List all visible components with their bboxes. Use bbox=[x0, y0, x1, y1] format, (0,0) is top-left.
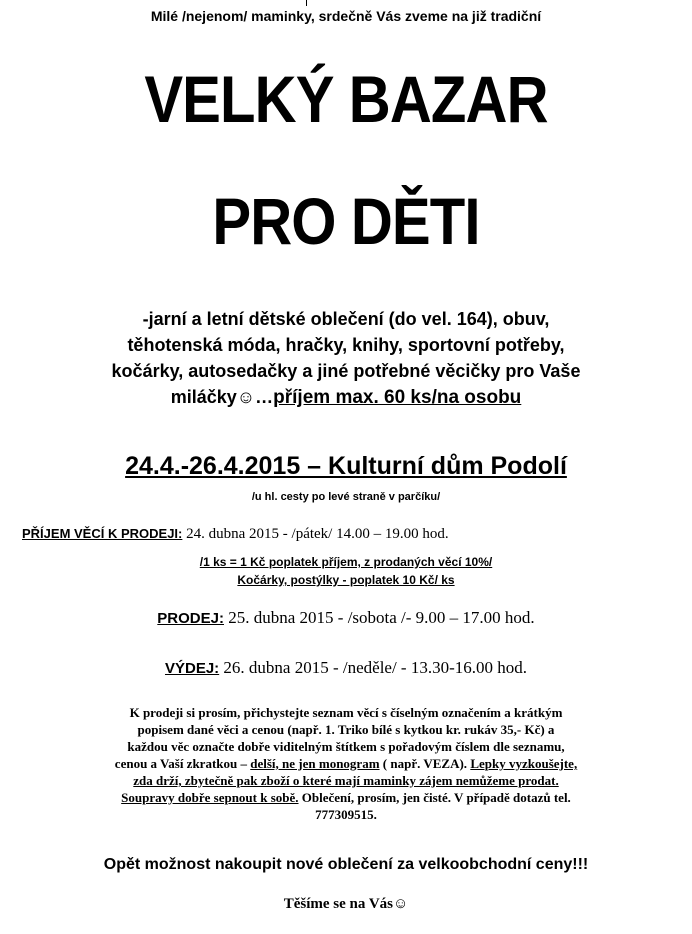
para-line bbox=[0, 789, 692, 806]
items-list bbox=[0, 306, 692, 411]
intake-limit: příjem max. 60 ks/na osobu bbox=[273, 387, 522, 408]
top-mark bbox=[306, 0, 307, 6]
location-note: /u hl. cesty po levé straně v parčíku/ bbox=[251, 491, 441, 503]
para-line: zda drží, zbytečně pak zboží o které mají maminky zájem nemůžeme prodat. bbox=[133, 773, 559, 788]
items-line: těhotenská móda, hračky, knihy, sportovní potřeby, bbox=[127, 335, 565, 355]
para-emphasis: Soupravy dobře sepnout k sobě. bbox=[121, 790, 299, 805]
para-text: ( např. VEZA). bbox=[379, 756, 471, 771]
intake-row bbox=[22, 526, 449, 543]
wholesale-note: Opět možnost nakoupit nové oblečení za velkoobchodní ceny!!! bbox=[103, 856, 589, 873]
items-line: -jarní a letní dětské oblečení (do vel. 164), obuv, bbox=[142, 309, 550, 329]
intake-label: PŘÍJEM VĚCÍ K PRODEJI: bbox=[22, 526, 183, 541]
return-time: 26. dubna 2015 - /neděle/ - 13.30-16.00 hod. bbox=[219, 658, 528, 677]
para-emphasis: delší, ne jen monogram bbox=[250, 756, 380, 771]
para-line: každou věc označte dobře viditelným štítkem s pořadovým číslem dle seznamu, bbox=[127, 739, 565, 754]
intake-time: 24. dubna 2015 - /pátek/ 14.00 – 19.00 hod. bbox=[182, 526, 449, 542]
return-label: VÝDEJ: bbox=[164, 660, 220, 677]
items-line bbox=[0, 384, 692, 411]
sale-time: 25. dubna 2015 - /sobota /- 9.00 – 17.00 hod. bbox=[223, 608, 535, 627]
fee-note-2 bbox=[0, 573, 692, 587]
instructions-paragraph bbox=[0, 704, 692, 823]
para-line: 777309515. bbox=[315, 807, 377, 822]
para-line: popisem dané věci a cenou (např. 1. Triko bílé s kytkou kr. rukáv 35,- Kč) a bbox=[137, 722, 555, 737]
intro-text: Milé /nejenom/ maminky, srdečně Vás zveme na již tradiční bbox=[150, 8, 542, 24]
date-range: 24.4.-26.4.2015 – Kulturní dům Podolí bbox=[125, 452, 567, 480]
para-line: K prodeji si prosím, přichystejte seznam věcí s číselným označením a krátkým bbox=[129, 705, 563, 720]
closing-text: Těšíme se na Vás☺ bbox=[283, 896, 409, 912]
sale-label: PRODEJ: bbox=[157, 610, 224, 627]
para-line bbox=[0, 755, 692, 772]
para-text: Oblečení, prosím, jen čisté. V případě dotazů tel. bbox=[298, 790, 571, 805]
event-date bbox=[0, 452, 692, 481]
para-emphasis: Lepky vyzkoušejte, bbox=[470, 756, 578, 771]
title-line-2: PRO DĚTI bbox=[212, 184, 480, 258]
fee-note-1-text: /1 ks = 1 Kč poplatek příjem, z prodaných věcí 10%/ bbox=[199, 555, 493, 569]
fee-note-1 bbox=[0, 555, 692, 569]
return-row bbox=[0, 658, 692, 678]
sale-row bbox=[0, 608, 692, 628]
fee-note-2-text: Kočárky, postýlky - poplatek 10 Kč/ ks bbox=[237, 573, 455, 587]
title-line-1: VELKÝ BAZAR bbox=[144, 62, 548, 136]
items-line: kočárky, autosedačky a jiné potřebné věcičky pro Vaše bbox=[111, 361, 581, 381]
items-line-start: miláčky☺… bbox=[170, 387, 274, 407]
para-text: cenou a Vaší zkratkou – bbox=[114, 756, 251, 771]
